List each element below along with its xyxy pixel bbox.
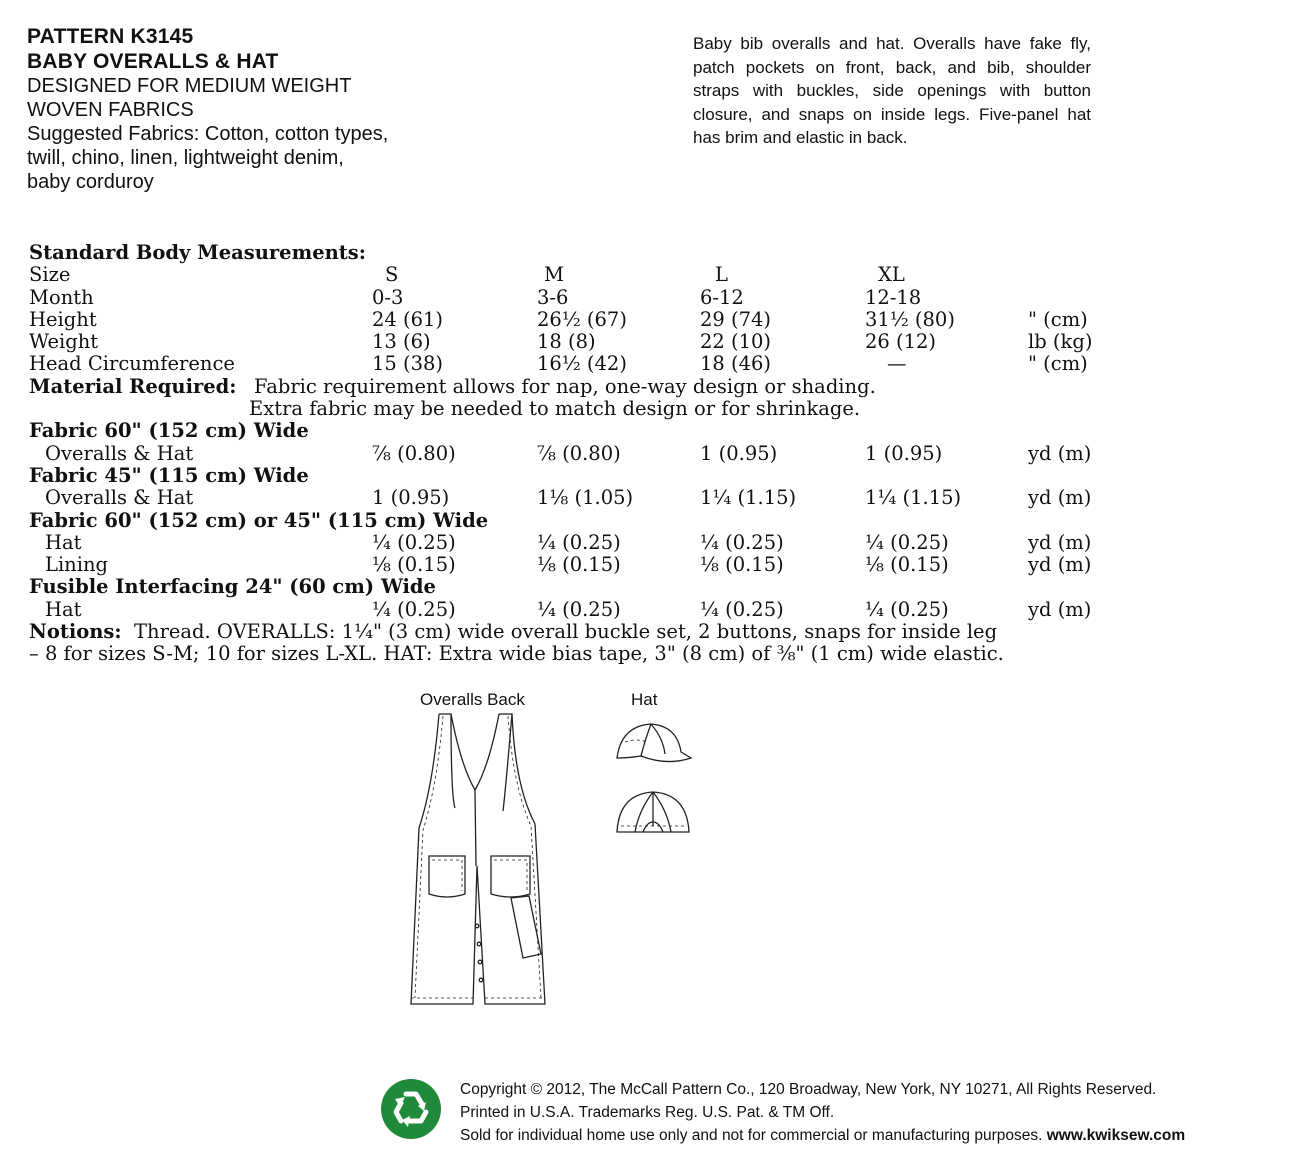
cell: 1¼ (1.15) — [700, 486, 797, 510]
cell: 18 (46) — [700, 352, 772, 376]
cell: 26½ (67) — [537, 307, 627, 331]
unit: yd (m) — [1028, 486, 1092, 510]
suggested-fabrics-line3: baby corduroy — [27, 171, 154, 193]
cell: ⅛ (0.15) — [700, 553, 784, 577]
notions-label: Notions: — [29, 620, 122, 644]
cell: — — [887, 352, 907, 376]
measurements-heading-row — [29, 242, 1129, 264]
size-m: M — [544, 263, 564, 287]
unit: " (cm) — [1028, 307, 1088, 331]
recycle-icon — [380, 1078, 442, 1140]
cell: 12-18 — [865, 285, 922, 309]
group-heading: Fusible Interfacing 24" (60 cm) Wide — [29, 575, 436, 599]
head-circumference-row — [29, 353, 1129, 375]
pattern-description: Baby bib overalls and hat. Overalls have fake fly, patch pockets on front, back, and bib, shoulder straps with buckles, side openings with button closure, and snaps on inside legs. Five-panel hat has brim and elastic in back. — [693, 34, 1091, 147]
material-required-row — [29, 376, 1129, 398]
suggested-fabrics-line1: Suggested Fabrics: Cotton, cotton types, — [27, 123, 389, 145]
cell: ¼ (0.25) — [372, 530, 456, 554]
row-label: Height — [29, 307, 97, 331]
group-heading: Fabric 60" (152 cm) Wide — [29, 419, 309, 443]
fabric-row — [29, 443, 1129, 465]
cell: 26 (12) — [865, 330, 937, 354]
fabric-group-heading — [29, 576, 1129, 598]
month-row — [29, 287, 1129, 309]
usage-text: Sold for individual home use only and not for commercial or manufacturing purposes. — [460, 1127, 1043, 1144]
row-label: Overalls & Hat — [45, 486, 194, 510]
cell: ⅛ (0.15) — [537, 553, 621, 577]
cell: 1⅛ (1.05) — [537, 486, 634, 510]
group-heading: Fabric 45" (115 cm) Wide — [29, 463, 309, 487]
unit: yd (m) — [1028, 597, 1092, 621]
size-row — [29, 264, 1129, 286]
height-row — [29, 309, 1129, 331]
row-label: Month — [29, 285, 94, 309]
hat-label: Hat — [631, 690, 658, 709]
hat-side-drawing — [617, 724, 691, 762]
cell: ¼ (0.25) — [865, 530, 949, 554]
website-link[interactable]: www.kwiksew.com — [1046, 1127, 1186, 1144]
fabric-row — [29, 532, 1129, 554]
notions-row2 — [29, 643, 1129, 665]
row-label: Weight — [29, 330, 99, 354]
cell: 31½ (80) — [865, 307, 955, 331]
copyright-line: Copyright © 2012, The McCall Pattern Co., 120 Broadway, New York, NY 10271, All Rights Reserved. — [460, 1081, 1157, 1098]
row-label: Head Circumference — [29, 352, 235, 376]
cell: ¼ (0.25) — [537, 530, 621, 554]
cell: 15 (38) — [372, 352, 444, 376]
cell: 1 (0.95) — [865, 441, 943, 465]
pattern-title: BABY OVERALLS & HAT — [27, 50, 279, 73]
row-label: Hat — [45, 530, 82, 554]
suggested-fabrics-line2: twill, chino, linen, lightweight denim, — [27, 147, 344, 169]
cell: 1 (0.95) — [372, 486, 450, 510]
measurement-table — [29, 242, 1129, 666]
material-label: Material Required: — [29, 374, 237, 398]
notions-row — [29, 621, 1129, 643]
overalls-back-label: Overalls Back — [420, 690, 525, 709]
fabric-group-heading — [29, 420, 1129, 442]
row-label: Lining — [45, 553, 109, 577]
cell: ¼ (0.25) — [865, 597, 949, 621]
fabric-row — [29, 487, 1129, 509]
material-note-row2 — [29, 398, 1129, 420]
unit: " (cm) — [1028, 352, 1088, 376]
unit: lb (kg) — [1028, 330, 1093, 354]
designed-for-line1: DESIGNED FOR MEDIUM WEIGHT — [27, 75, 352, 97]
cell: 13 (6) — [372, 330, 431, 354]
cell: 29 (74) — [700, 307, 772, 331]
hat-back-drawing — [617, 792, 689, 832]
printed-line: Printed in U.S.A. Trademarks Reg. U.S. Pat. & TM Off. — [460, 1104, 835, 1121]
cell: 24 (61) — [372, 307, 444, 331]
line-drawings — [395, 686, 715, 1016]
cell: ¼ (0.25) — [537, 597, 621, 621]
cell: 6-12 — [700, 285, 744, 309]
measurements-heading: Standard Body Measurements: — [29, 241, 366, 264]
pattern-header — [27, 24, 667, 194]
cell: 16½ (42) — [537, 352, 627, 376]
fabric-row — [29, 554, 1129, 576]
cell: 18 (8) — [537, 330, 596, 354]
cell: 22 (10) — [700, 330, 772, 354]
cell: ¼ (0.25) — [700, 597, 784, 621]
technical-drawings — [395, 686, 715, 1016]
usage-line — [460, 1124, 1300, 1147]
cell: ¼ (0.25) — [700, 530, 784, 554]
cell: 3-6 — [537, 285, 569, 309]
pattern-number: PATTERN K3145 — [27, 25, 194, 48]
row-label: Hat — [45, 597, 82, 621]
cell: ⅞ (0.80) — [537, 441, 621, 465]
cell: ⅛ (0.15) — [372, 553, 456, 577]
cell: ¼ (0.25) — [372, 597, 456, 621]
size-xl: XL — [878, 263, 905, 287]
footer — [460, 1078, 1300, 1147]
row-label: Overalls & Hat — [45, 441, 194, 465]
size-label: Size — [29, 263, 71, 287]
size-s: S — [385, 263, 399, 287]
fabric-row — [29, 599, 1129, 621]
unit: yd (m) — [1028, 553, 1092, 577]
designed-for-line2: WOVEN FABRICS — [27, 99, 194, 121]
fabric-group-heading — [29, 465, 1129, 487]
cell: ⅛ (0.15) — [865, 553, 949, 577]
overalls-back-drawing — [411, 714, 545, 1004]
notions-line1: Thread. OVERALLS: 1¼" (3 cm) wide overall buckle set, 2 buttons, snaps for inside leg — [134, 620, 998, 644]
material-note-line1: Fabric requirement allows for nap, one-way design or shading. — [254, 374, 876, 398]
weight-row — [29, 331, 1129, 353]
cell: ⅞ (0.80) — [372, 441, 456, 465]
group-heading: Fabric 60" (152 cm) or 45" (115 cm) Wide — [29, 508, 489, 532]
notions-line2: – 8 for sizes S-M; 10 for sizes L-XL. HAT: Extra wide bias tape, 3" (8 cm) of ⅜" (1 cm) wide elastic. — [29, 642, 1004, 666]
unit: yd (m) — [1028, 530, 1092, 554]
cell: 0-3 — [372, 285, 404, 309]
cell: 1 (0.95) — [700, 441, 778, 465]
size-l: L — [715, 263, 728, 287]
fabric-group-heading — [29, 510, 1129, 532]
cell: 1¼ (1.15) — [865, 486, 962, 510]
material-note-line2: Extra fabric may be needed to match design or for shrinkage. — [249, 397, 861, 421]
unit: yd (m) — [1028, 441, 1092, 465]
